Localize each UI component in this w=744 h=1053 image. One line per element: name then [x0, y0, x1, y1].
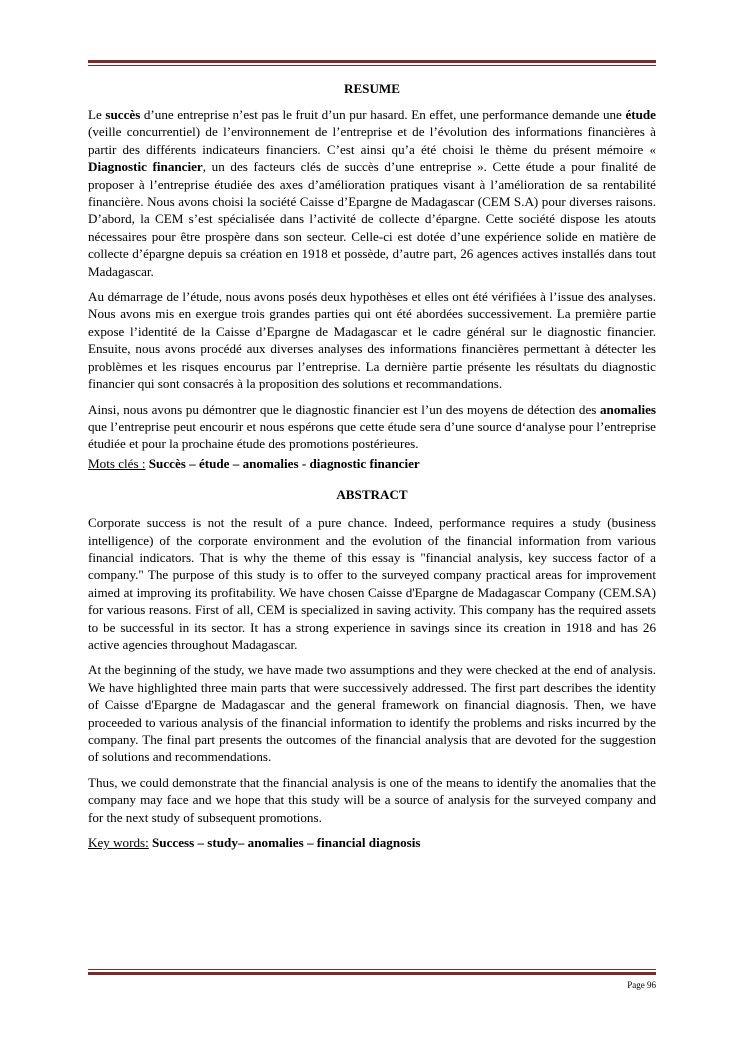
- resume-paragraph-1: Le succès d’une entreprise n’est pas le fruit d’un pur hasard. En effet, une performance demande une étude (veille concurrentiel) de l’environnement de l’entreprise et de l’évolution des informations financières à partir des différents indicateurs financiers. C’est ainsi qu’a été choisi le thème du présent mémoire « Diagnostic financier, un des facteurs clés de succès d’une entreprise ». Cette étude a pour finalité de proposer à l’entreprise étudiée des axes d’amélioration pratiques visant à l’amélioration de sa rentabilité financière. Nous avons choisi la société Caisse d’Epargne de Madagascar (CEM S.A) pour diverses raisons. D’abord, la CEM s’est spécialisée dans l’activité de collecte d’épargne. Cette société dispose les atouts nécessaires pour être prospère dans son secteur. Celle-ci est dotée d’une expérience solide en matière de collecte d’épargne depuis sa création en 1918 et possède, d’autre part, 26 agences actives installés dans tout Madagascar.: [88, 107, 656, 279]
- resume-title: RESUME: [343, 81, 401, 96]
- header-rule: [88, 60, 656, 66]
- abstract-paragraph-3: Thus, we could demonstrate that the financial analysis is one of the means to identify the anomalies that the company may face and we hope that this study will be a source of analysis for the surveyed company and for the next study of subsequent promotions.: [88, 774, 656, 825]
- resume-keywords-label: Mots clés :: [88, 455, 146, 471]
- page-content: [88, 80, 656, 851]
- resume-paragraph-3: Ainsi, nous avons pu démontrer que le diagnostic financier est l’un des moyens de détection des anomalies que l’entreprise peut encourir et nous espérons que cette étude sera d’une source d‘analyse pour l’entreprise étudiée et pour la prochaine étude des promotions postérieures.: [88, 401, 656, 452]
- abstract-title: ABSTRACT: [336, 487, 408, 503]
- abstract-paragraph-2: At the beginning of the study, we have made two assumptions and they were checked at the end of analysis. We have highlighted three main parts that were successively addressed. The first part describes the identity of Caisse d'Epargne de Madagascar and the general framework on financial diagnosis. Then, we have proceeded to various analysis of the financial information to identify the problems and risks incurred by the company. The final part presents the outcomes of the financial analysis that are devoted for the suggestion of solutions and recommendations.: [88, 662, 656, 765]
- emphasis-term: étude: [625, 107, 656, 122]
- abstract-keywords-terms: Success – study– anomalies – financial diagnosis: [152, 835, 421, 851]
- abstract-keywords-label: Key words:: [88, 835, 149, 851]
- emphasis-term: anomalies: [599, 401, 656, 417]
- emphasis-term: succès: [105, 107, 141, 122]
- resume-keywords: [88, 455, 656, 472]
- footer-rule: [88, 969, 656, 975]
- abstract-keywords: [88, 834, 656, 851]
- abstract-paragraph-1: Corporate success is not the result of a pure chance. Indeed, performance requires a study (business intelligence) of the corporate environment and the evolution of the financial information from various financial indicators. That is why the theme of this essay is "financial analysis, key success factor of a company." The purpose of this study is to offer to the surveyed company practical areas for improvement aimed at improving its profitability. We have chosen Caisse d'Epargne de Madagascar Company (CEM.SA) for various reasons. First of all, CEM is specialized in saving activity. This company has the required assets to be successful in its sector. It has a strong experience in savings since its creation in 1918 and has 26 active agencies throughout Madagascar.: [88, 515, 656, 652]
- resume-keywords-terms: Succès – étude – anomalies - diagnostic financier: [148, 455, 420, 471]
- resume-paragraph-2: Au démarrage de l’étude, nous avons posés deux hypothèses et elles ont été vérifiées à l’issue des analyses. Nous avons mis en exergue trois grandes parties qui ont été abordées successivement. La première partie expose l’identité de la Caisse d’Epargne de Madagascar et le cadre général sur le diagnostic financier. Ensuite, nous avons procédé aux diverses analyses des informations financières permettant à détecter les problèmes et les risques encourus par l’entreprise. La dernière partie présente les résultats du diagnostic financier qui sont consacrés à la proposition des solutions et recommandations.: [88, 289, 656, 392]
- page-number: Page 96: [627, 980, 656, 990]
- emphasis-term: Diagnostic financier: [88, 159, 203, 175]
